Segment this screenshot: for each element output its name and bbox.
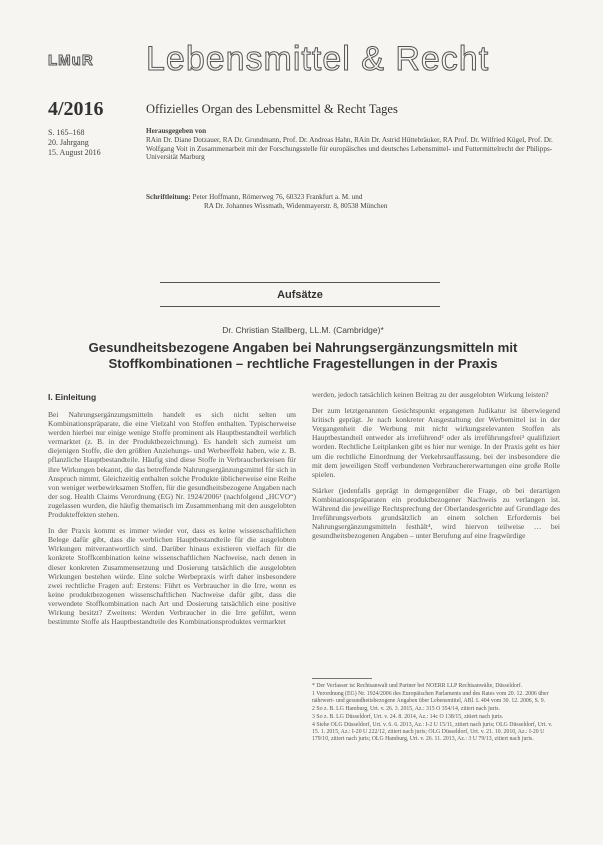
journal-logo: LMuR xyxy=(48,52,94,69)
left-column xyxy=(48,410,296,633)
issue-pages: S. 165–168 xyxy=(48,128,85,137)
journal-name: Lebensmittel & Recht xyxy=(146,40,490,78)
section-rule-top xyxy=(160,282,440,283)
right-column xyxy=(312,390,560,547)
issue-date: 15. August 2016 xyxy=(48,148,101,157)
section-rule-bottom xyxy=(160,306,440,307)
paragraph: werden, jedoch tatsächlich keinen Beitrag zu der ausgelobten Wirkung leisten? xyxy=(312,390,549,399)
editors-heading: Herausgegeben von xyxy=(146,127,207,135)
paragraph: Bei Nahrungsergänzungsmitteln handelt es sich nicht selten um Kombinationspräparate, die eine Vielzahl von Stoffen enthalten. Typischerweise werden hierbei nur einige wenige Stoffe prominent als Hauptbestandteil werblich vermarktet (z. B. in der Produktbezeichnung). Es handelt sich zumeist um diejenigen Stoffe, die den größten Anziehungs- und Werbeeffekt haben, wie z. B. pflanzliche Hauptbestandteile. Häufig sind diese Stoffe in Verbraucherkreisen für ihre Wirkungen bekannt, die das betreffende Nahrungsergänzungsmittel für sich in Anspruch nimmt. Gleichzeitig enthalten solche Produkte üblicherweise eine Reihe von weniger werbewirksamen Stoffen, für die gesundheitsbezogene Angaben nach der sog. Health Claims Verordnung (EG) Nr. 1924/2006¹ (nachfolgend „HCVO“) zugelassen wurden, die häufig thematisch im Zusammenhang mit den ausgelobten Produkteffekten stehen. xyxy=(48,410,296,520)
paragraph: Stärker (jedenfalls geprägt in demgegenüber die Frage, ob bei derartigen Kombinationspräparaten ein produktbezogener Nachweis zu verlangen ist. Während die jeweilige Rechtsprechung der Oberlandesgerichte auf Grundlage des Irreführungsverbots grundsätzlich an einem solchen Erfordernis bei Nahrungsergänzungsmitteln festhält⁴, wird hiervon teilweise … bei gesundheitsbezogenen Angaben – unter Berufung auf eine fragwürdige xyxy=(312,485,560,541)
issue-meta xyxy=(48,128,101,158)
footnote: 1 Verordnung (EG) Nr. 1924/2006 des Europäischen Parlaments und des Rates vom 20. 12. 2006 über nährwert- und gesundheitsbezogene Angaben über Lebensmittel, ABl. L 404 vom 30. 12. 2006, S. 9. xyxy=(312,691,549,704)
footnote: 3 So z. B. LG Düsseldorf, Urt. v. 24. 8. 2014, Az.: 14c O 138/15, zitiert nach juris. xyxy=(312,714,504,720)
issue-number: 4/2016 xyxy=(48,98,104,120)
editors-text: RAin Dr. Diane Dotzauer, RA Dr. Grundmann, Prof. Dr. Andreas Hahn, RAin Dr. Astrid Hüttebräuker, RA Prof. Dr. Wilfried Kügel, Prof. Dr. Wolfgang Voit in Zusammenarbeit mit der Forschungsstelle für europäisches und deutsches Lebensmittel- und Futtermittelrecht der Philipps-Universität Marburg xyxy=(146,135,553,162)
article-author: Dr. Christian Stallberg, LL.M. (Cambridge)* xyxy=(222,325,384,335)
schriftleitung-line1: Peter Hoffmann, Römerweg 76, 60323 Frankfurt a. M. und xyxy=(192,193,363,201)
footnotes xyxy=(312,683,560,744)
issue-volume: 20. Jahrgang xyxy=(48,138,89,147)
footnote: 4 Siehe OLG Düsseldorf, Urt. v. 6. 6. 2013, Az.: I-2 U 15/11, zitiert nach juris; OLG Düsseldorf, Urt. v. 15. 1. 2015, Az.: I-20 U 222/12, zitiert nach juris; OLG Düsseldorf, Urt. v. 21. 10. 2010, Az.: I-20 U 179/10, zitiert nach juris; OLG Hamburg, Urt. v. 26. 11. 2013, Az.: 3 U 79/13, zitiert nach juris. xyxy=(312,722,553,742)
paragraph: In der Praxis kommt es immer wieder vor, dass es keine wissenschaftlichen Belege dafür gibt, dass die werblichen Hauptbestandteile für die ausgelobten Wirkungen mitverantwortlich sind. Darüber hinaus existieren vielfach für die konkrete Stoffkombination keine wissenschaftlichen Nachweise, nach denen in dieser konkreten Zusammensetzung und Dosierung tatsächlich die ausgelobten Wirkungen bestehen würde. Eine solche Werbepraxis wirft daher insbesondere zwei rechtliche Fragen auf: Erstens: Führt es Verbraucher in die Irre, wenn es keine produktbezogenen wissenschaftlichen Nachweise dafür gibt, dass die verwendete Stoffkombination nach Art und Dosierung tatsächlich eine positive Wirkung besitzt? Zweitens: Werden Verbraucher in die Irre geführt, wenn bestimmte Stoffe als Hauptbestandteile des Kombinationsproduktes vermarktet xyxy=(48,526,296,627)
footnote: 2 So z. B. LG Hamburg, Urt. v. 26. 3. 2015, Az.: 315 O 354/14, zitiert nach juris. xyxy=(312,706,500,712)
editors-block xyxy=(146,127,576,162)
schriftleitung-heading: Schriftleitung: xyxy=(146,193,191,201)
section-title: Aufsätze xyxy=(277,289,323,301)
footnote: * Der Verfasser ist Rechtsanwalt und Partner bei NOERR LLP Rechtsanwälte, Düsseldorf. xyxy=(312,683,523,689)
journal-organ: Offizielles Organ des Lebensmittel & Recht Tages xyxy=(146,102,398,116)
paragraph: Der zum letztgenannten Gesichtspunkt ergangenen Judikatur ist überwiegend kritisch geprägt. Je nach konkreter Ausgestaltung der Werbemittel ist in der Vergangenheit die Werbung mit nicht wirkungsrelevanten Stoffen als Hauptbestandteil entweder als irreführend² oder als irreführungsfrei³ qualifiziert worden. Rechtliche Leitplanken gibt es hier nur wenige. In der Praxis geht es hier um die rechtliche Einordnung der Verkehrsauffassung, bei der insbesondere die mit dem jeweiligen Stoff verbundenen Verbrauchererwartungen eine große Rolle spielen. xyxy=(312,406,560,479)
schriftleitung-block xyxy=(146,193,576,211)
article-title: Gesundheitsbezogene Angaben bei Nahrungsergänzungsmitteln mit Stoffkombinationen – rechtliche Fragestellungen in der Praxis xyxy=(88,340,518,371)
section-heading: I. Einleitung xyxy=(48,392,97,402)
schriftleitung-line2: RA Dr. Johannes Wissmath, Widenmayerstr. 8, 80538 München xyxy=(204,201,388,210)
footnote-rule xyxy=(312,678,372,679)
